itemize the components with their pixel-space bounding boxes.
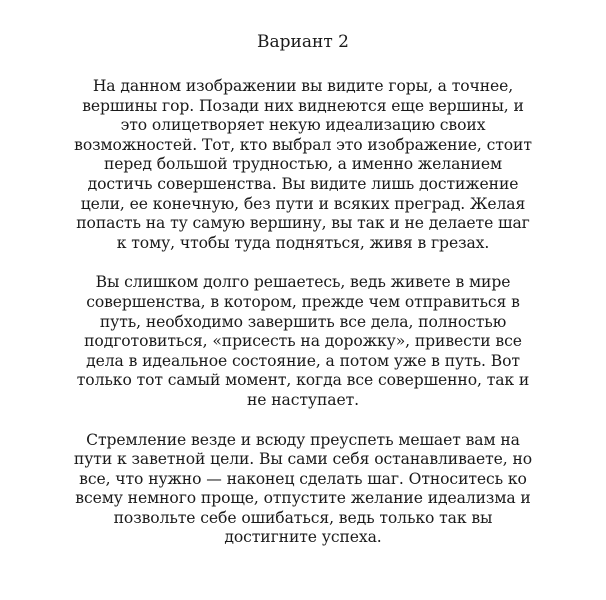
- paragraph-2: [16, 273, 590, 410]
- paragraph-1: [16, 77, 590, 253]
- text-line: это олицетворяет некую идеализацию своих: [120, 116, 486, 135]
- text-line: к тому, чтобы туда подняться, живя в грезах.: [116, 233, 490, 252]
- text-line: перед большой трудностью, а именно желанием: [103, 155, 503, 174]
- text-line: возможностей. Тот, кто выбрал это изображение, стоит: [74, 135, 532, 154]
- text-line: все, что нужно — наконец сделать шаг. Относитесь ко: [79, 469, 527, 488]
- text-line: путь, необходимо завершить все дела, полностью: [99, 312, 507, 331]
- text-line: только тот самый момент, когда все совершенно, так и: [76, 371, 530, 390]
- text-line: пути к заветной цели. Вы сами себя останавливаете, но: [73, 450, 533, 469]
- text-line: не наступает.: [246, 390, 359, 409]
- text-line: достичь совершенства. Вы видите лишь достижение: [87, 174, 519, 193]
- text-line: На данном изображении вы видите горы, а точнее,: [92, 77, 514, 95]
- text-line: вершины гор. Позади них виднеются еще вершины, и: [82, 96, 524, 115]
- text-line: позвольте себе ошибаться, ведь только так вы: [113, 508, 493, 527]
- text-line: совершенства, в котором, прежде чем отправиться в: [86, 292, 520, 311]
- document-title: Вариант 2: [257, 32, 349, 52]
- text-line: цели, ее конечную, без пути и всяких преград. Желая: [80, 194, 526, 213]
- text-line: Вы слишком долго решаетесь, ведь живете в мире: [95, 273, 511, 292]
- paragraph-3: [16, 431, 590, 549]
- text-line: достигните успеха.: [224, 528, 382, 547]
- text-line: всему немного проще, отпустите желание идеализма и: [75, 489, 531, 508]
- text-line: подготовиться, «присесть на дорожку», привести все: [84, 332, 522, 351]
- text-line: дела в идеальное состояние, а потом уже в путь. Вот: [86, 351, 520, 370]
- text-line: попасть на ту самую вершину, вы так и не делаете шаг: [76, 214, 530, 233]
- text-line: Стремление везде и всюду преуспеть мешает вам на: [86, 430, 520, 449]
